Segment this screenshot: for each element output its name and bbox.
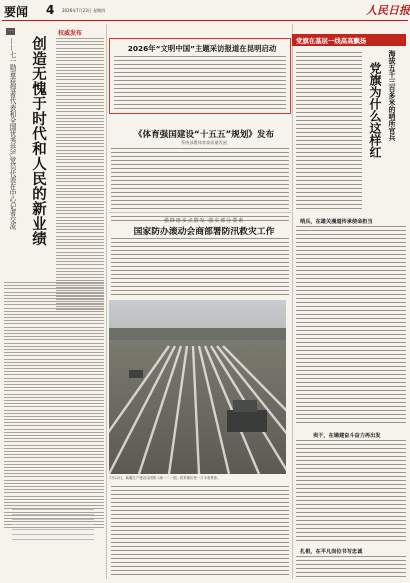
right-banner-text: 党旗在基层一线高高飘扬 — [296, 37, 367, 45]
right-subhead-2: 卖干，在墙建奋斗奋力再出发 — [313, 433, 381, 439]
header-rule — [2, 20, 408, 21]
right-subhead-3: 扎根，在平凡岗位书写忠诚 — [300, 549, 363, 555]
boxed-headline: 2026年“文明中国”主题采访报道在昆明启动 — [127, 44, 277, 53]
right-vertical-headline: 海拔五千三百多米的哨所官兵 — [388, 50, 397, 141]
cotton-field-image — [109, 300, 286, 474]
right-body-2 — [296, 440, 406, 544]
flood-body — [111, 238, 289, 298]
flood-headline: 国家防办滚动会商部署防汛救灾工作 — [133, 227, 275, 237]
center-bottom-body — [111, 486, 289, 578]
right-lead-body — [296, 52, 362, 212]
column-divider-right — [292, 24, 293, 579]
right-body-3 — [296, 556, 406, 580]
photo-caption: 7月22日，新疆生产建设兵团第八师一二一团，机采棉田里一片丰收景象。 — [109, 476, 221, 480]
left-article-body — [4, 282, 104, 531]
right-main-headline: 党旗为什么这样红 — [368, 62, 382, 158]
page-number: 4 — [46, 3, 55, 17]
left-section-tag: 一 — [8, 29, 14, 35]
page-header — [0, 0, 410, 22]
sports-plan-subheadline: 系统部署体育高质量发展 — [180, 140, 228, 145]
left-info-table — [12, 505, 94, 540]
cotton-field-photo — [109, 300, 286, 474]
left-article-intro — [56, 38, 104, 312]
center-divider-1 — [109, 212, 291, 213]
left-section-label: 权威发布 — [58, 30, 83, 37]
issue-date: 2026年7月23日 星期四 — [62, 8, 106, 13]
column-divider-left — [106, 24, 107, 579]
sports-plan-headline: 《体育强国建设“十五五”规划》发布 — [133, 130, 275, 140]
right-subhead-1: 哨兵，在雄关漫道传承使命担当 — [300, 219, 373, 225]
section-title: 要闻 — [4, 5, 29, 19]
left-subheadline: ——七一勋章获得者代表和全国优秀共产党员代表在中心记者交流 — [8, 38, 16, 230]
boxed-article-body — [114, 56, 286, 112]
right-body-1 — [296, 226, 406, 426]
masthead-logo: 人民日报 — [366, 4, 410, 17]
left-headline: 创造无愧于时代和人民的新业绩 — [30, 36, 47, 246]
flood-kicker: 强降雨多点散发 落实部分要素 — [163, 218, 245, 224]
